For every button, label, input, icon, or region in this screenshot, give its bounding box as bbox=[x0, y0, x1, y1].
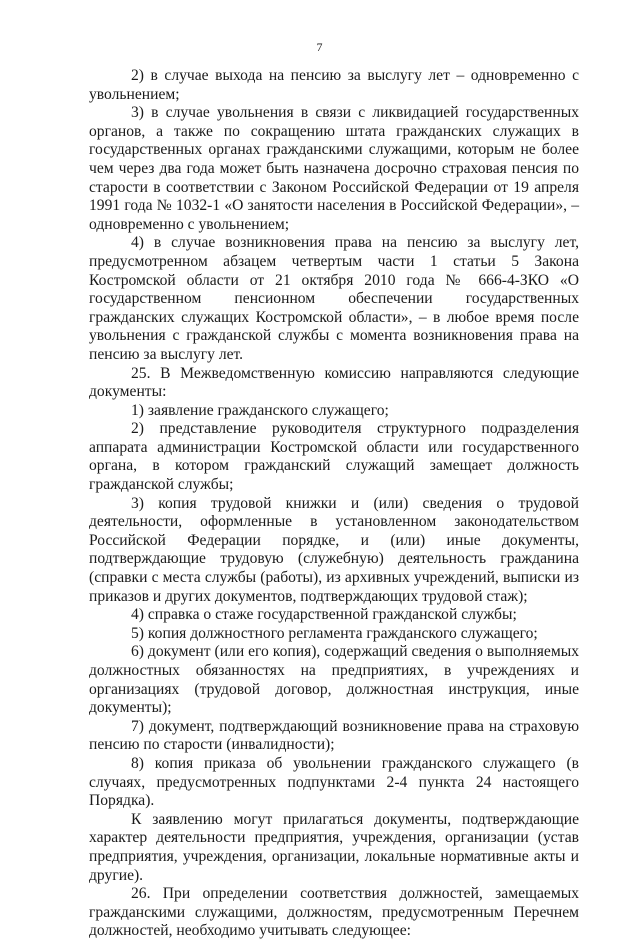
paragraph-item-3: 3) в случае увольнения в связи с ликвидацией государственных органов, а также по сокращению штата гражданских служащих в государственных органах гражданскими служащими, которым не более чем через два года может быть назначена досрочно страховая пенсия по старости в соответствии с Законом Российской Федерации от 19 апреля 1991 года № 1032-1 «О занятости населения в Российской Федерации», – одновременно с увольнением; bbox=[89, 104, 579, 233]
list-item-1: 1) заявление гражданского служащего; bbox=[131, 401, 389, 419]
paragraph-clause-25: 25. В Межведомственную комиссию направляются следующие документы: bbox=[89, 364, 579, 401]
paragraph-item-2: 2) в случае выхода на пенсию за выслугу лет – одновременно с увольнением; bbox=[89, 67, 579, 103]
page-number: 7 bbox=[316, 40, 323, 54]
paragraph-clause-26: 26. При определении соответствия должностей, замещаемых гражданскими служащими, должностям, предусмотренным Перечнем должностей, необходимо учитывать следующее: bbox=[89, 885, 579, 940]
list-item-4: 4) справка о стаже государственной гражданской службы; bbox=[131, 606, 517, 624]
list-item-6: 6) документ (или его копия), содержащий сведения о выполняемых должностных обязанностях на предприятиях, в учреждениях и организациях (трудовой договор, должностная инструкция, иные документы); bbox=[89, 643, 579, 717]
list-item-7: 7) документ, подтверждающий возникновение права на страховую пенсию по старости (инвалидности); bbox=[89, 717, 579, 754]
document-body bbox=[89, 67, 579, 941]
list-item-2: 2) представление руководителя структурного подразделения аппарата администрации Костромской области или государственного органа, в котором гражданский служащий замещает должность гражданской службы; bbox=[89, 420, 579, 494]
list-item-5: 5) копия должностного регламента гражданского служащего; bbox=[131, 624, 538, 642]
paragraph-item-4: 4) в случае возникновения права на пенсию за выслугу лет, предусмотренном абзацем четвертым части 1 статьи 5 Закона Костромской области от 21 октября 2010 года № 666-4-ЗКО «О государственном пенсионном обеспечении государственных гражданских служащих Костромской области», – в любое время после увольнения с гражданской службы с момента возникновения права на пенсию за выслугу лет. bbox=[89, 234, 579, 363]
paragraph-attachments: К заявлению могут прилагаться документы, подтверждающие характер деятельности предприятия, учреждения, организации (устав предприятия, учреждения, организации, локальные нормативные акты и другие). bbox=[89, 810, 579, 884]
list-item-3: 3) копия трудовой книжки и (или) сведения о трудовой деятельности, оформленные в установленном законодательством Российской Федерации порядке, и (или) иные документы, подтверждающие трудовую (служебную) деятельность гражданина (справки с места службы (работы), из архивных учреждений, выписки из приказов и других документов, подтверждающих трудовой стаж); bbox=[89, 494, 579, 605]
list-item-8: 8) копия приказа об увольнении гражданского служащего (в случаях, предусмотренных подпунктами 2-4 пункта 24 настоящего Порядка). bbox=[89, 754, 579, 810]
